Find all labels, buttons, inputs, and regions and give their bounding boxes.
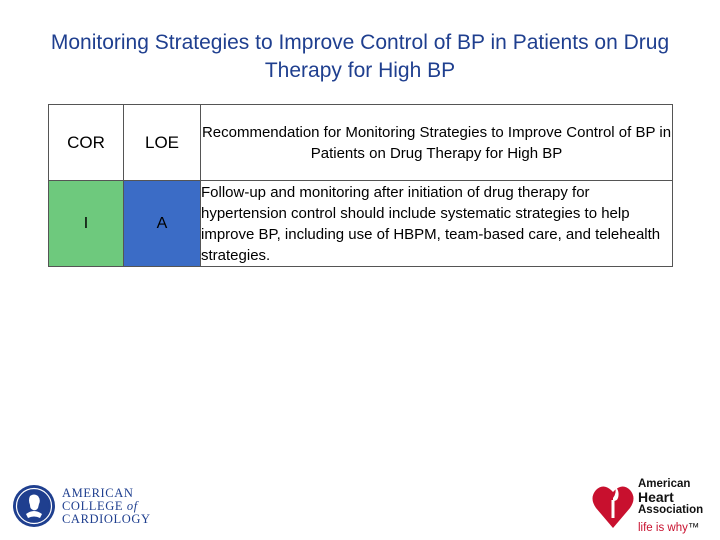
aha-tagline: life is why™ <box>638 522 700 534</box>
loe-header: LOE <box>124 105 201 181</box>
aha-logo <box>592 478 712 538</box>
table-row <box>49 181 673 267</box>
recommendation-table <box>48 104 673 267</box>
cor-cell: I <box>49 181 124 267</box>
acc-logo <box>12 484 151 528</box>
aha-wordmark <box>638 478 703 516</box>
recommendation-header: Recommendation for Monitoring Strategies to Improve Control of BP in Patients on Drug Therapy for High BP <box>201 105 673 181</box>
acc-line-3: CARDIOLOGY <box>62 511 151 526</box>
cor-header: COR <box>49 105 124 181</box>
aha-line-3: Association <box>638 504 704 516</box>
acc-line-2: COLLEGE of <box>62 498 138 513</box>
loe-cell: A <box>124 181 201 267</box>
acc-wordmark <box>62 487 151 526</box>
heart-torch-icon <box>592 478 634 530</box>
table-header-row <box>49 105 673 181</box>
aha-line-2: Heart <box>638 489 674 505</box>
slide-title: Monitoring Strategies to Improve Control of BP in Patients on Drug Therapy for High BP <box>50 31 670 82</box>
recommendation-cell: Follow-up and monitoring after initiation of drug therapy for hypertension control should include systematic strategies to help improve BP, including use of HBPM, team-based care, and telehealth strategies. <box>201 181 673 267</box>
acc-seal-icon <box>12 484 56 528</box>
aha-line-1: American <box>638 478 691 490</box>
acc-line-1: AMERICAN <box>62 485 134 500</box>
